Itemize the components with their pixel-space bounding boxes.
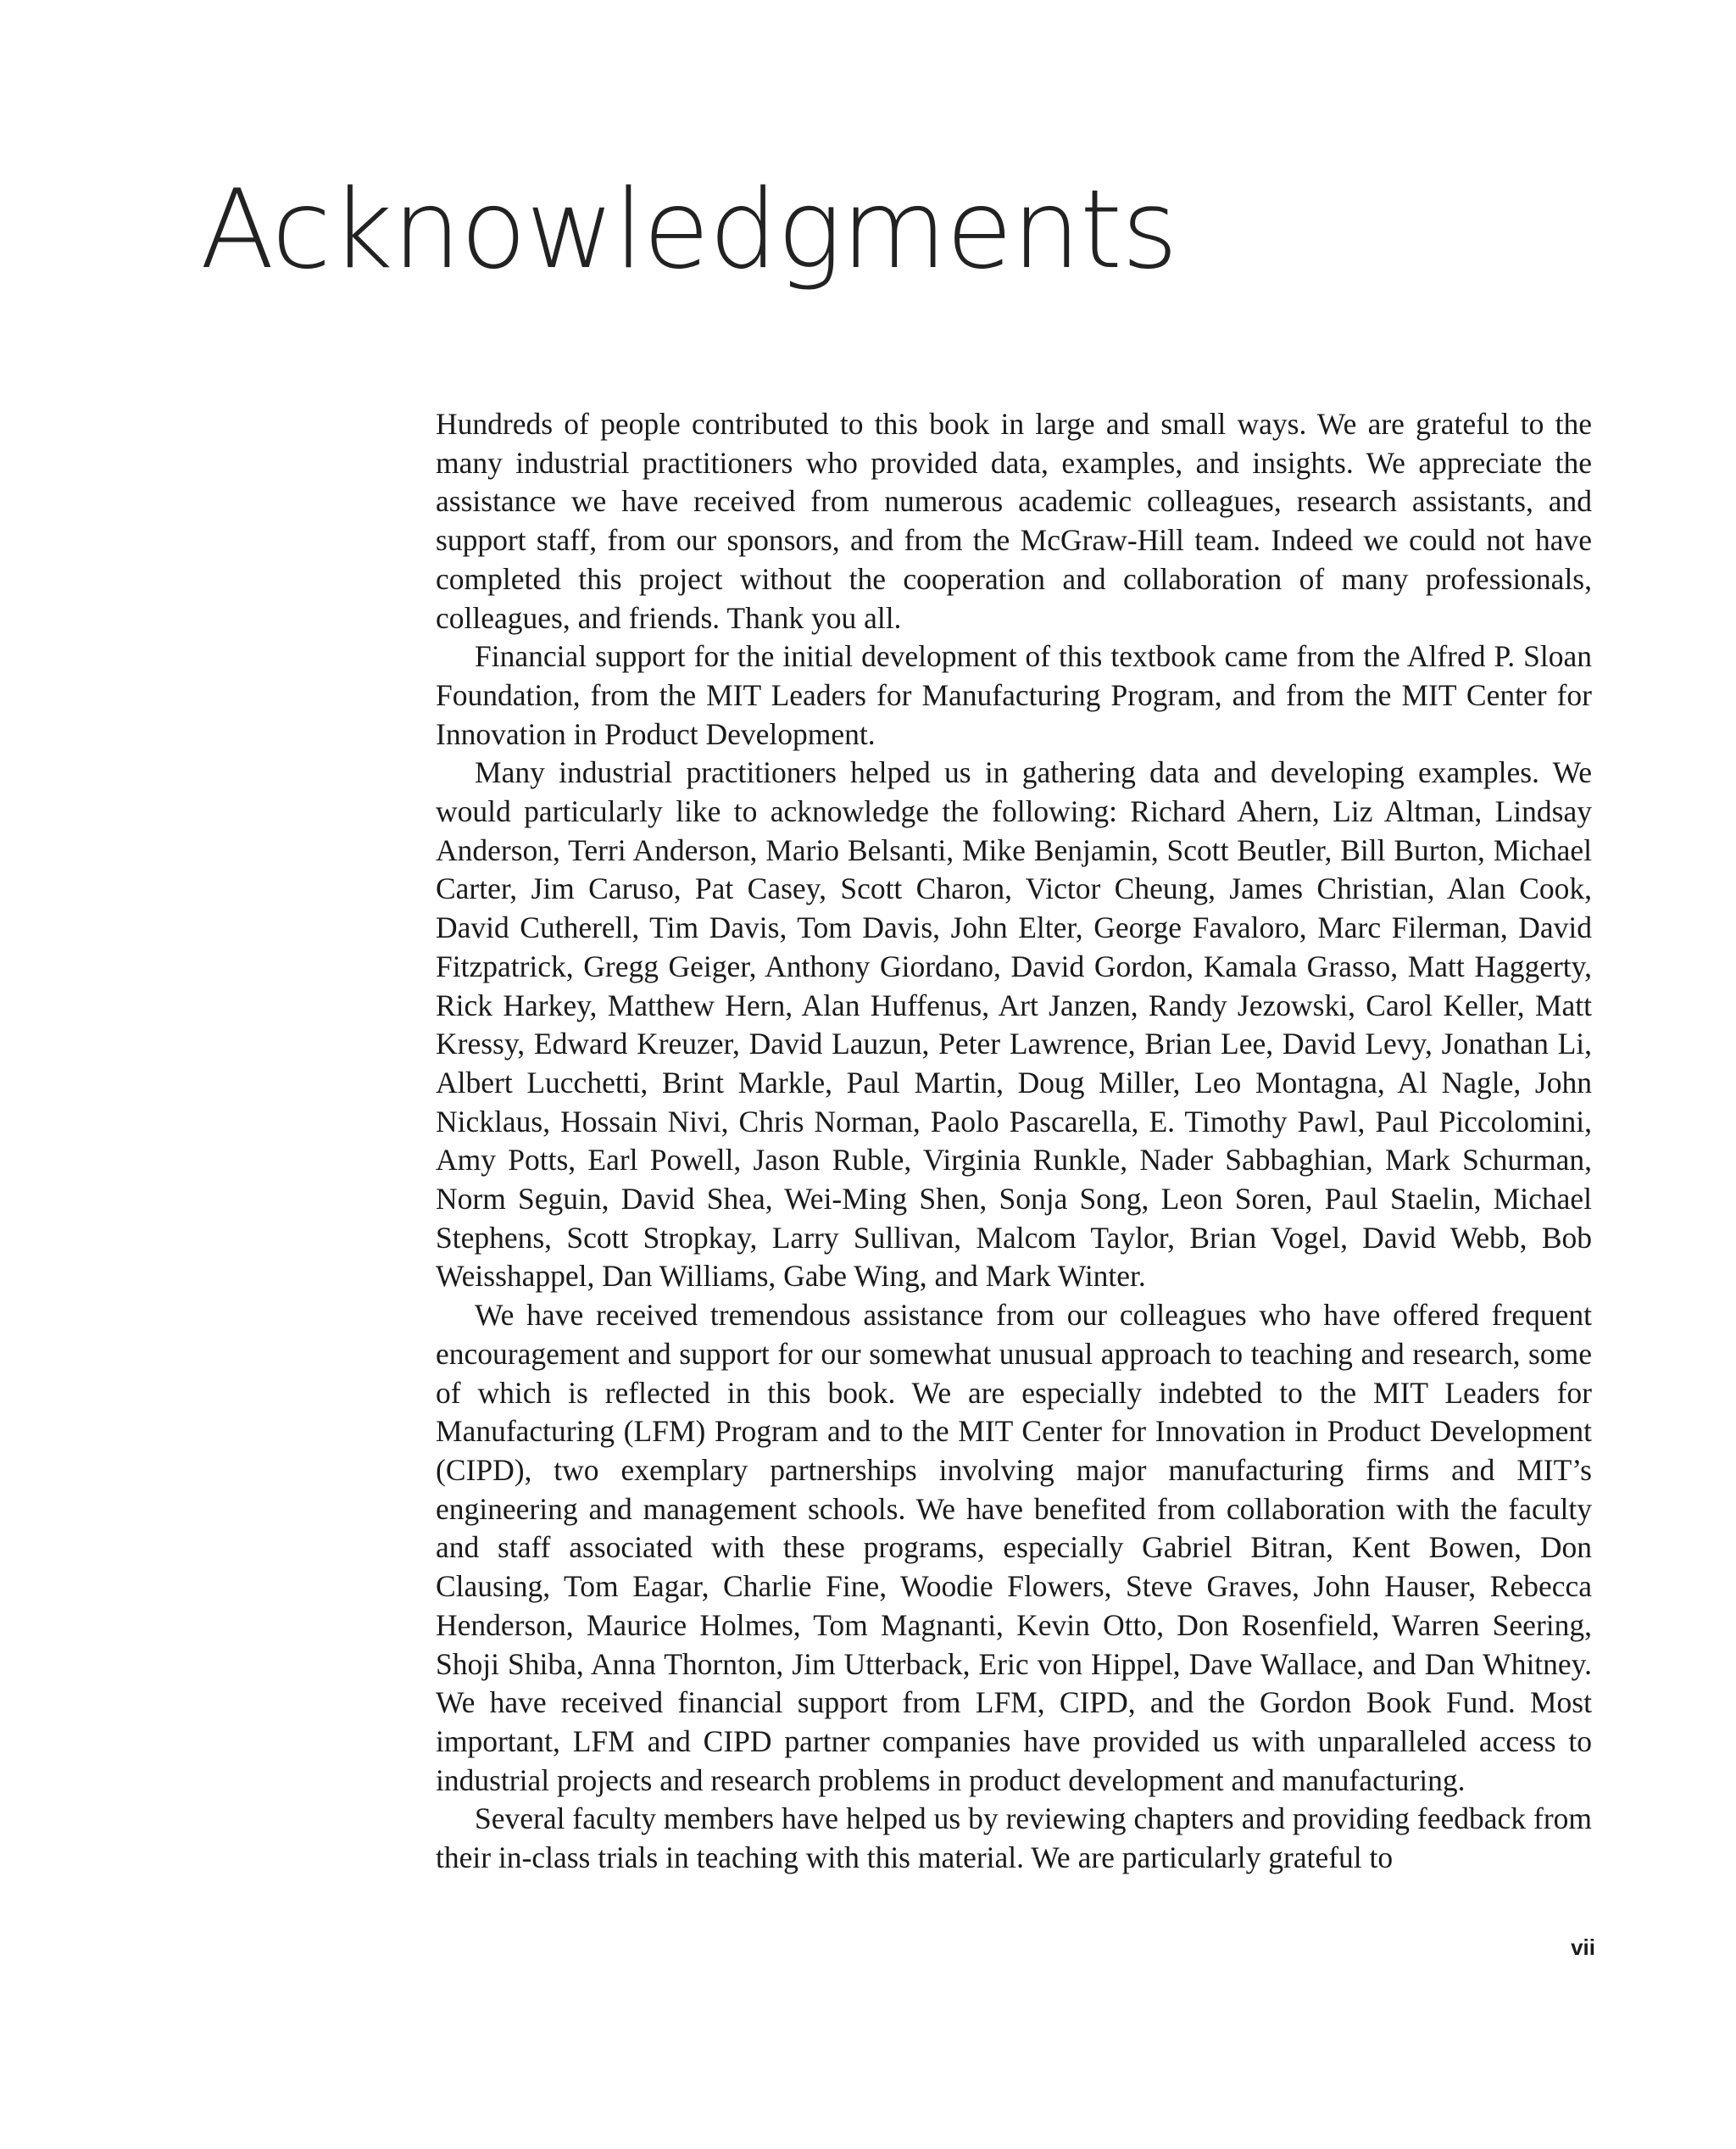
paragraph-practitioners: Many industrial practitioners helped us in gathering data and developing examples. We would particularly like to acknowledge the following: Richard Ahern, Liz Altman, Lindsay Anderson, Terri Anderson, Mario Belsanti, Mike Benjamin, Scott Beutler, Bill Burton, Michael Carter, Jim Caruso, Pat Casey, Scott Charon, Victor Cheung, James Christian, Alan Cook, David Cutherell, Tim Davis, Tom Davis, John Elter, George Favaloro, Marc Filerman, David Fitzpatrick, Gregg Geiger, Anthony Giordano, David Gordon, Kamala Grasso, Matt Haggerty, Rick Harkey, Matthew Hern, Alan Huffenus, Art Janzen, Randy Jezowski, Carol Keller, Matt Kressy, Edward Kreuzer, David Lauzun, Peter Lawrence, Brian Lee, David Levy, Jonathan Li, Albert Lucchetti, Brint Markle, Paul Martin, Doug Miller, Leo Montagna, Al Nagle, John Nicklaus, Hossain Nivi, Chris Norman, Paolo Pascarella, E. Timothy Pawl, Paul Piccolomini, Amy Potts, Earl Powell, Jason Ruble, Virginia Runkle, Nader Sabbaghian, Mark Schurman, Norm Seguin, David Shea, Wei-Ming Shen, Sonja Song, Leon Soren, Paul Staelin, Michael Stephens, Scott Stropkay, Larry Sullivan, Malcom Taylor, Brian Vogel, David Webb, Bob Weisshappel, Dan Williams, Gabe Wing, and Mark Winter. xyxy=(436,755,1592,1294)
body-text xyxy=(436,405,1592,1878)
paragraph-financial-support: Financial support for the initial development of this textbook came from the Alfred P. Sloan Foundation, from the MIT Leaders for Manufacturing Program, and from the MIT Center for Innovation in Product Development. xyxy=(436,639,1592,751)
page-number: vii xyxy=(1571,1935,1595,1960)
paragraph-colleagues: We have received tremendous assistance from our colleagues who have offered frequent encouragement and support for our somewhat unusual approach to teaching and research, some of which is reflected in this book. We are especially indebted to the MIT Leaders for Manufacturing (LFM) Program and to the MIT Center for Innovation in Product Development (CIPD), two exemplary partnerships involving major manufacturing firms and MIT’s engineering and management schools. We have benefited from collaboration with the faculty and staff associated with these programs, especially Gabriel Bitran, Kent Bowen, Don Clausing, Tom Eagar, Charlie Fine, Woodie Flowers, Steve Graves, John Hauser, Rebecca Henderson, Maurice Holmes, Tom Magnanti, Kevin Otto, Don Rosenfield, Warren Seering, Shoji Shiba, Anna Thornton, Jim Utterback, Eric von Hippel, Dave Wallace, and Dan Whitney. We have received financial support from LFM, CIPD, and the Gordon Book Fund. Most important, LFM and CIPD partner companies have provided us with unparalleled access to industrial projects and research problems in product development and manufacturing. xyxy=(436,1298,1592,1797)
paragraph-intro: Hundreds of people contributed to this book in large and small ways. We are grateful to the many industrial practitioners who provided data, examples, and insights. We appreciate the assistance we have received from numerous academic colleagues, research assistants, and support staff, from our sponsors, and from the McGraw-Hill team. Indeed we could not have completed this project without the cooperation and collaboration of many professionals, colleagues, and friends. Thank you all. xyxy=(436,407,1592,635)
page-title: Acknowledgments xyxy=(200,167,1177,293)
paragraph-faculty-reviewers: Several faculty members have helped us by reviewing chapters and providing feedback from their in-class trials in teaching with this material. We are particularly grateful to xyxy=(436,1801,1592,1875)
